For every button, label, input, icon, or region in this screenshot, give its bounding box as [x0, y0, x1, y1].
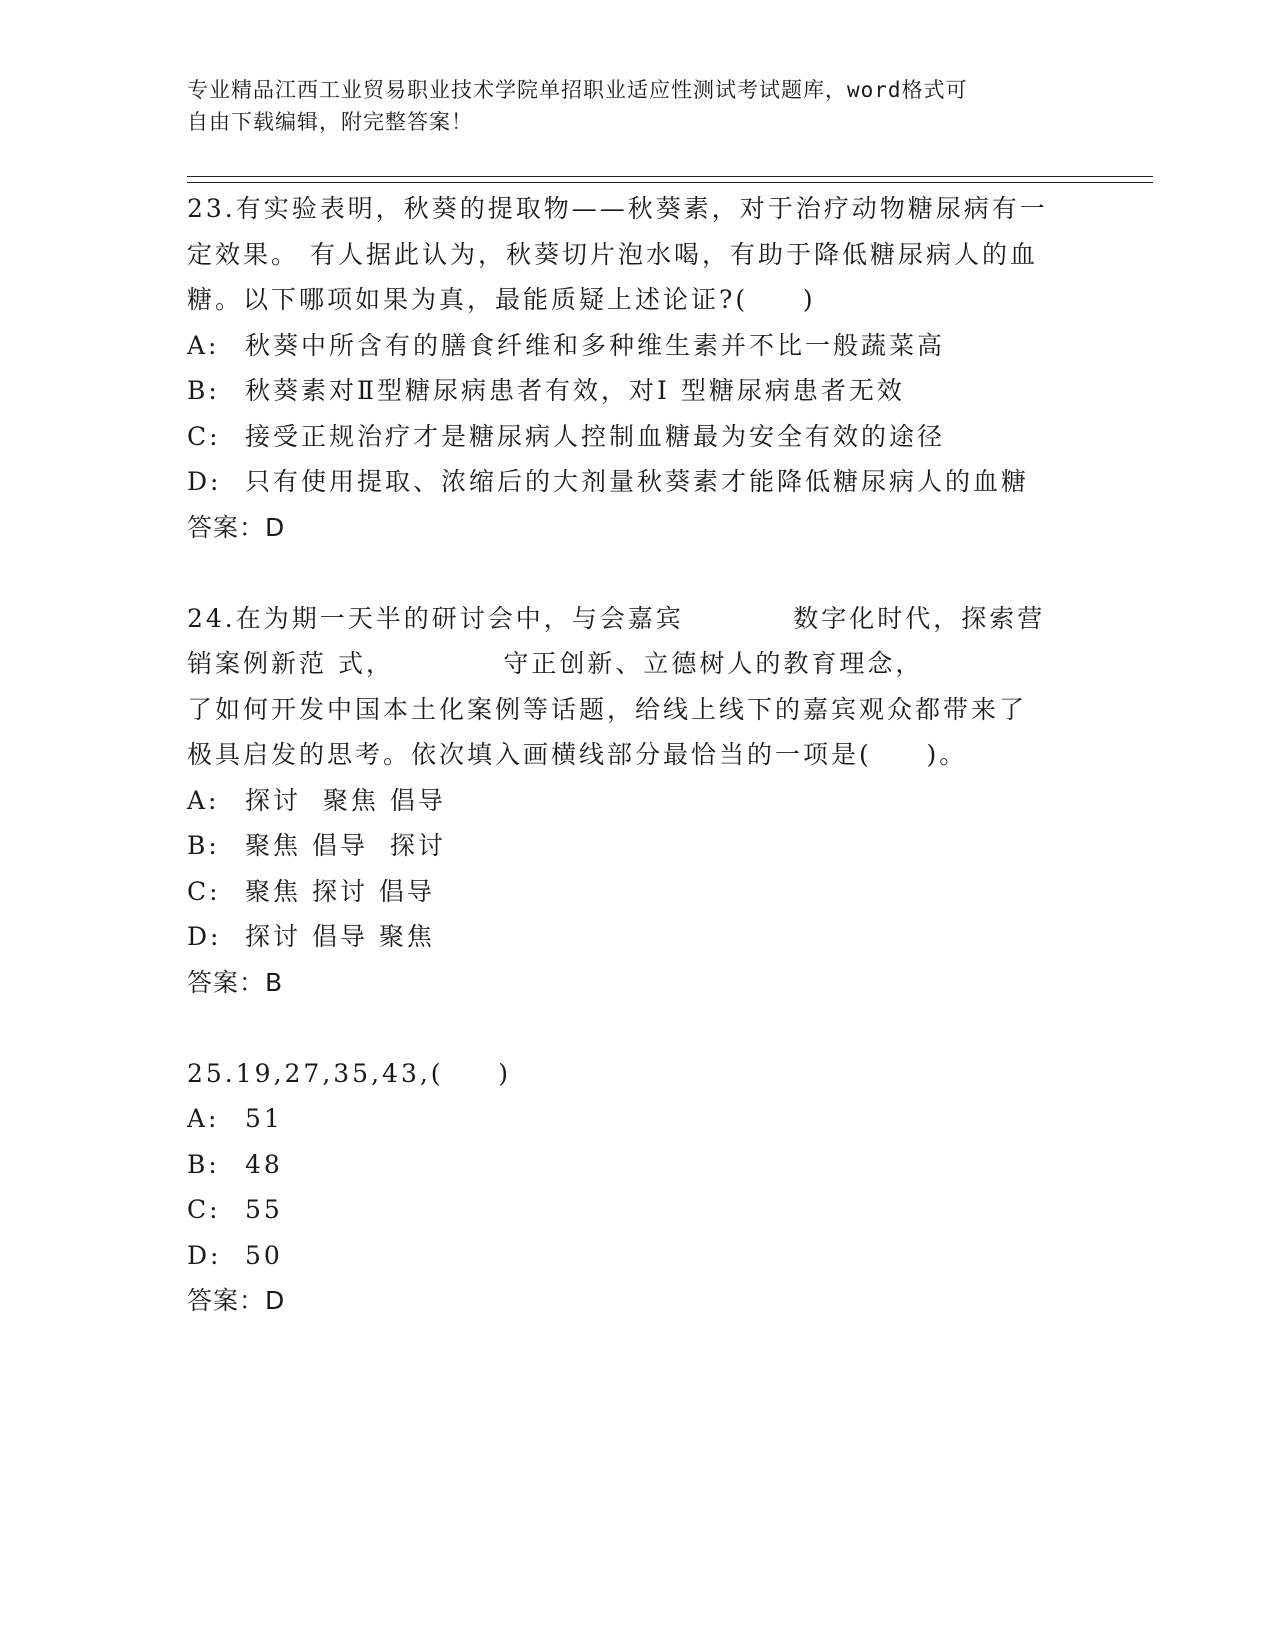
question-item: [187, 596, 1087, 1006]
option-key: B:: [187, 831, 220, 860]
option-key: B:: [187, 376, 220, 405]
option-text: 只有使用提取、浓缩后的大剂量秋葵素才能降低糖尿病人的血糖: [245, 467, 1030, 496]
option-text: 秋葵素对Ⅱ型糖尿病患者有效，对Ⅰ 型糖尿病患者无效: [245, 376, 905, 405]
option-key: A:: [187, 785, 220, 815]
option-b: [187, 1142, 1087, 1188]
option-b: [187, 368, 1087, 414]
header-divider-bottom: [187, 182, 1153, 183]
option-c: [187, 1187, 1087, 1233]
option-b: [187, 823, 1087, 869]
option-a: [187, 778, 1087, 824]
header-line-1: 专业精品江西工业贸易职业技术学院单招职业适应性测试考试题库，word格式可: [187, 78, 968, 102]
option-d: [187, 1233, 1087, 1279]
spacer: [187, 1005, 1087, 1051]
question-stem-line: 销案例新范 式， 守正创新、立德树人的教育理念，: [187, 649, 924, 678]
answer-line: 答案：D: [187, 1286, 286, 1315]
question-stem-line: 极具启发的思考。依次填入画横线部分最恰当的一项是( )。: [187, 740, 968, 769]
option-d: [187, 914, 1087, 960]
question-stem-line: 23.有实验表明，秋葵的提取物——秋葵素，对于治疗动物糖尿病有一: [187, 194, 1048, 223]
option-text: 50: [245, 1240, 283, 1270]
option-text: 探讨 聚焦 倡导: [245, 785, 446, 815]
option-c: [187, 414, 1087, 460]
question-list: [187, 186, 1087, 1324]
option-key: A:: [187, 1104, 220, 1133]
option-text: 接受正规治疗才是糖尿病人控制血糖最为安全有效的途径: [245, 421, 946, 451]
option-key: A:: [187, 330, 220, 360]
option-text: 51: [245, 1104, 283, 1133]
option-text: 48: [245, 1149, 283, 1179]
question-stem-line: 24.在为期一天半的研讨会中，与会嘉宾 数字化时代，探索营: [187, 603, 1046, 633]
answer-line: 答案：D: [187, 512, 286, 542]
question-stem-line: 糖。以下哪项如果为真，最能质疑上述论证?( ): [187, 285, 816, 314]
option-key: D:: [187, 1240, 222, 1270]
option-d: [187, 459, 1087, 505]
option-text: 55: [245, 1195, 283, 1224]
option-key: D:: [187, 922, 222, 951]
option-key: D:: [187, 467, 222, 496]
header-divider-top: [187, 176, 1153, 177]
question-item: [187, 1051, 1087, 1324]
header-line-2: 自由下载编辑，附完整答案！: [187, 110, 473, 134]
question-item: [187, 186, 1087, 550]
option-a: [187, 323, 1087, 369]
option-key: C:: [187, 421, 221, 451]
option-text: 聚焦 探讨 倡导: [245, 876, 435, 906]
option-c: [187, 869, 1087, 915]
option-key: C:: [187, 876, 221, 906]
question-stem-line: 定效果。 有人据此认为，秋葵切片泡水喝，有助于降低糖尿病人的血: [187, 239, 1038, 269]
option-a: [187, 1096, 1087, 1142]
option-text: 秋葵中所含有的膳食纤维和多种维生素并不比一般蔬菜高: [245, 330, 946, 360]
question-stem-line: 了如何开发中国本土化案例等话题，给线上线下的嘉宾观众都带来了: [187, 694, 1028, 724]
option-text: 探讨 倡导 聚焦: [245, 922, 435, 951]
answer-line: 答案：B: [187, 967, 284, 997]
document-header: [187, 74, 1087, 138]
question-stem-line: 25.19,27,35,43,( ): [187, 1058, 512, 1088]
option-key: C:: [187, 1195, 221, 1224]
option-text: 聚焦 倡导 探讨: [245, 831, 446, 860]
spacer: [187, 550, 1087, 596]
option-key: B:: [187, 1149, 220, 1179]
